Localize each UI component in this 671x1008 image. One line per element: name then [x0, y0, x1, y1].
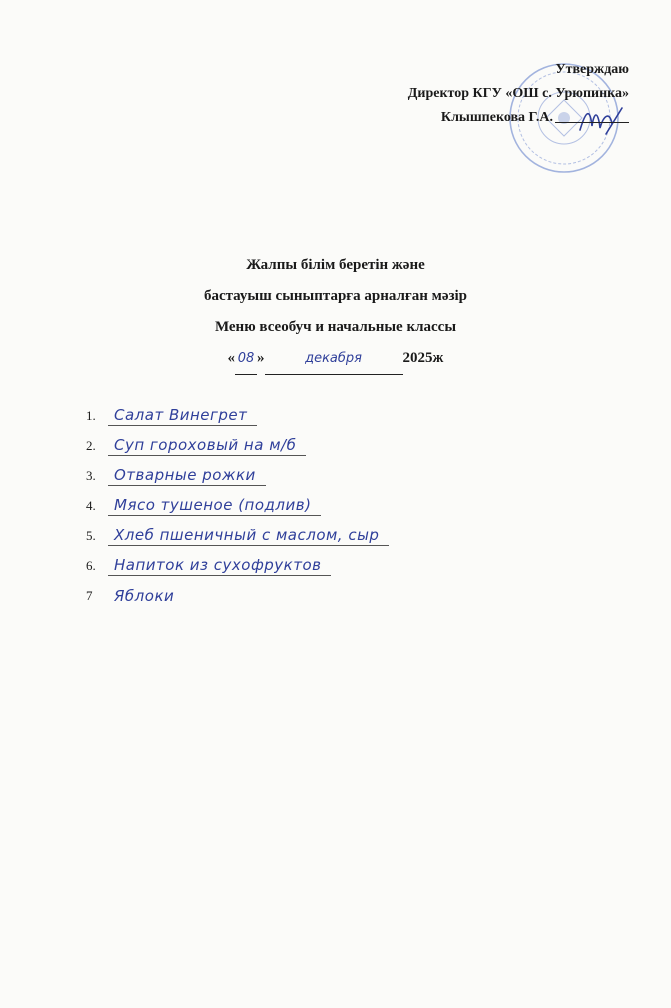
- list-item: [86, 518, 566, 548]
- approval-name-line: [408, 106, 629, 130]
- list-item: [86, 488, 566, 518]
- list-item: [86, 398, 566, 428]
- menu-item-dish: Напиток из сухофруктов: [108, 556, 331, 576]
- menu-item-number: 7: [86, 588, 93, 603]
- date-open-quote: «: [227, 350, 236, 366]
- list-item: [86, 428, 566, 458]
- menu-item-number: 4.: [86, 498, 96, 513]
- menu-item-number: 2.: [86, 438, 96, 453]
- date-day: 08: [235, 343, 257, 375]
- menu-item-number: 3.: [86, 468, 96, 483]
- date-close-quote: »: [257, 350, 265, 366]
- menu-item-dish: Суп гороховый на м/б: [108, 436, 306, 456]
- date-month: декабря: [265, 343, 403, 375]
- approval-block: [408, 58, 629, 130]
- document-titles: [0, 250, 671, 375]
- list-item: [86, 548, 566, 578]
- menu-item-dish: Салат Винегрет: [108, 406, 257, 426]
- menu-item-dish: Хлеб пшеничный с маслом, сыр: [108, 526, 389, 546]
- menu-item-dish: Отварные рожки: [108, 466, 266, 486]
- menu-date: [0, 343, 671, 375]
- approval-position: Директор КГУ «ОШ с. Урюпинка»: [407, 86, 629, 101]
- menu-item-number: 1.: [86, 408, 96, 423]
- list-item: [86, 458, 566, 488]
- date-year: 2025ж: [402, 350, 444, 366]
- menu-item-dish: Яблоки: [114, 587, 175, 605]
- list-item: [86, 578, 566, 608]
- menu-item-number: 5.: [86, 528, 96, 543]
- title-ru: Меню всеобуч и начальные классы: [214, 319, 457, 335]
- approval-name: Клышпекова Г.А.: [440, 110, 553, 125]
- approval-approve: Утверждаю: [555, 62, 629, 77]
- title-kz-line2: бастауыш сыныптарға арналған мәзір: [203, 288, 468, 304]
- menu-item-number: 6.: [86, 558, 96, 573]
- menu-list: [86, 398, 566, 608]
- menu-item-dish: Мясо тушеное (подлив): [108, 496, 321, 516]
- signature-line: [555, 122, 629, 123]
- title-kz-line1: Жалпы білім беретін және: [246, 257, 425, 273]
